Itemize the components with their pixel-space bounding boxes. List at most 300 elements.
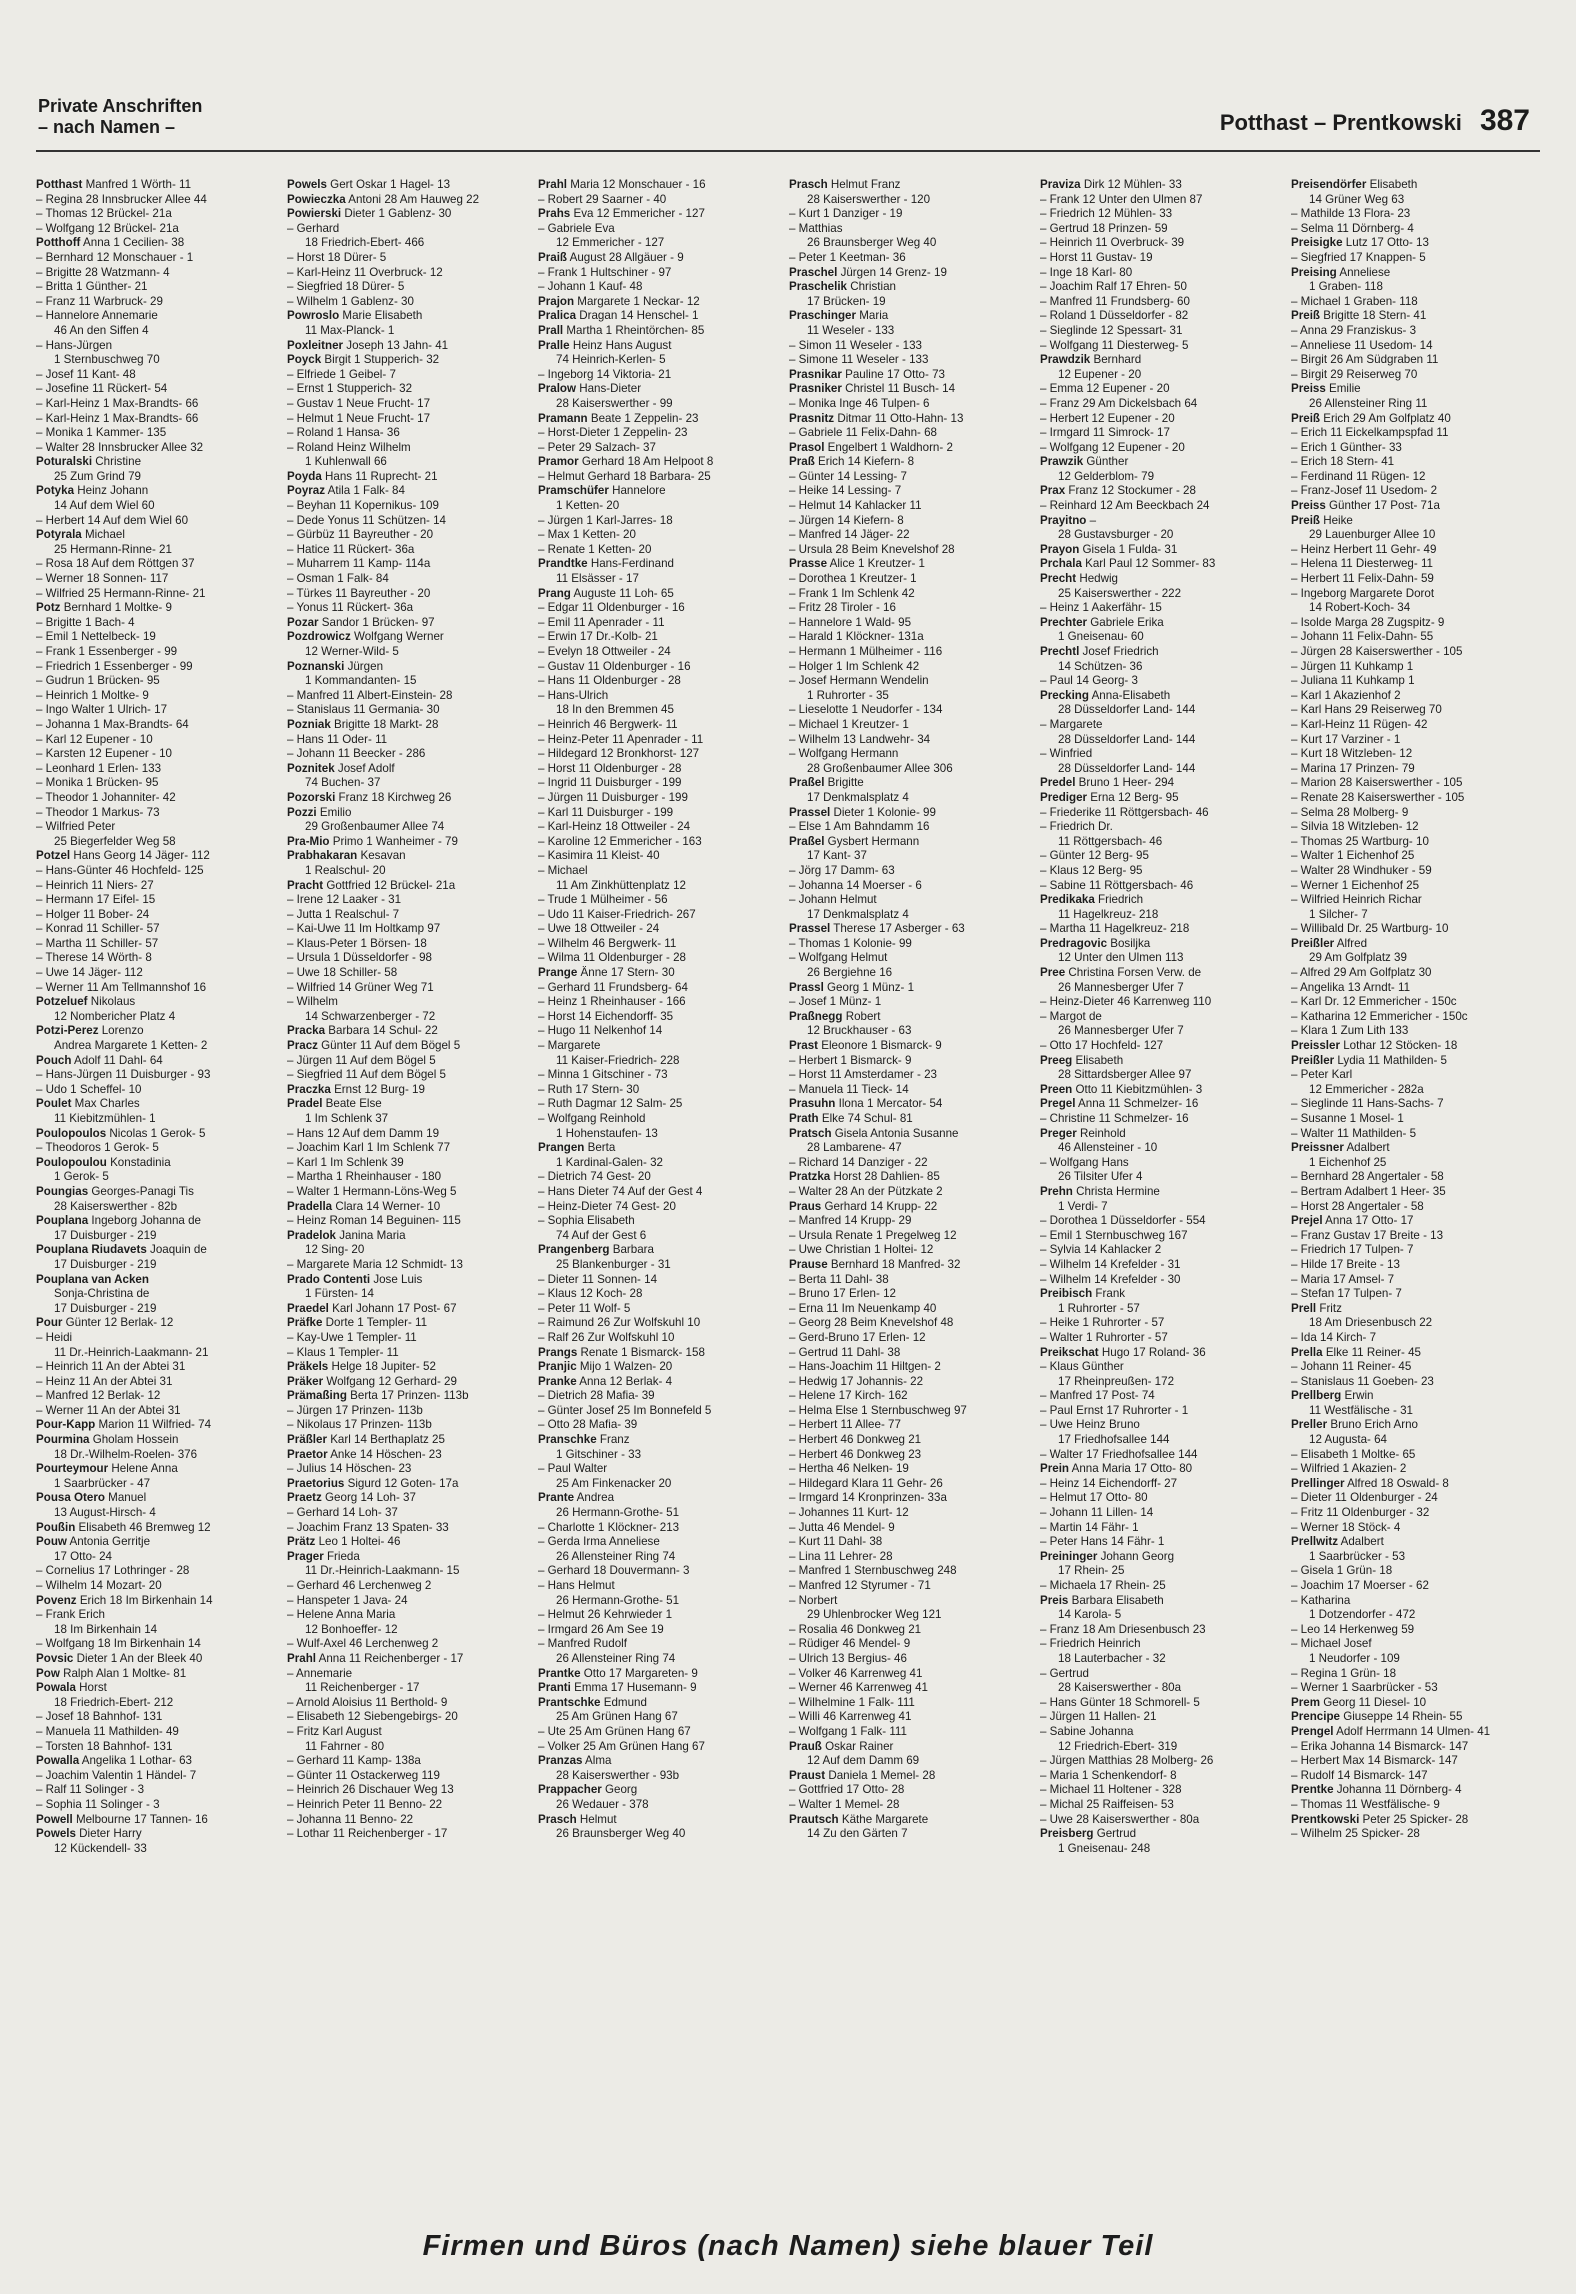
entry-details: 26 Tilsiter Ufer 4: [1058, 1170, 1143, 1184]
entry-details: – Gerhard 18 Douvermann- 3: [538, 1564, 690, 1578]
directory-entry: [1291, 1710, 1534, 1725]
entry-surname: Pree: [1040, 966, 1066, 980]
directory-entry: [36, 1506, 279, 1521]
entry-details: 74 Heinrich-Kerlen- 5: [556, 353, 666, 367]
entry-details: – Werner 18 Stöck- 4: [1291, 1520, 1401, 1534]
entry-details: – Manuela 11 Mathilden- 49: [36, 1724, 179, 1738]
entry-details: Horst 28 Dahlien- 85: [830, 1170, 940, 1184]
directory-entry: [36, 1054, 279, 1069]
entry-details: Jose Luis: [370, 1272, 423, 1286]
entry-details: – Friedrich 1 Essenberger - 99: [36, 659, 193, 673]
entry-details: 28 Kaiserswerther - 80a: [1058, 1681, 1182, 1695]
directory-entry: [1040, 484, 1283, 499]
directory-entry: [36, 645, 279, 660]
entry-surname: Prawzik: [1040, 455, 1084, 469]
directory-entry: [538, 1521, 781, 1536]
entry-details: 12 Emmericher - 127: [556, 236, 665, 250]
entry-details: – Jürgen 1 Karl-Jarres- 18: [538, 513, 673, 527]
entry-details: 12 Nombericher Platz 4: [54, 1009, 176, 1023]
entry-details: Elisabeth: [1366, 178, 1418, 191]
entry-details: – Inge 18 Karl- 80: [1040, 265, 1133, 279]
entry-details: Sandor 1 Brücken- 97: [318, 615, 435, 629]
entry-details: 12 Bruckhauser - 63: [807, 1024, 912, 1038]
directory-entry: [789, 1375, 1032, 1390]
entry-details: – Irmgard 14 Kronprinzen- 33a: [789, 1491, 947, 1505]
entry-details: Johanna 11 Dörnberg- 4: [1333, 1783, 1462, 1797]
directory-entry: [287, 1491, 530, 1506]
directory-entry: [538, 1535, 781, 1550]
directory-entry: [1040, 1331, 1283, 1346]
entry-details: Gerhard 14 Krupp- 22: [821, 1199, 938, 1213]
directory-entry: [287, 1535, 530, 1550]
entry-details: 1 Hohenstaufen- 13: [556, 1126, 658, 1140]
directory-entry: [36, 295, 279, 310]
entry-details: – Herbert 12 Eupener - 20: [1040, 411, 1175, 425]
directory-entry: [789, 1010, 1032, 1025]
entry-surname: Potyrala: [36, 528, 82, 542]
directory-entry: [538, 1798, 781, 1813]
entry-details: Josef Adolf: [334, 761, 395, 775]
entry-surname: Preen: [1040, 1082, 1073, 1096]
directory-entry: [36, 674, 279, 689]
entry-details: 1 Gerok- 5: [54, 1170, 109, 1184]
entry-details: – Karl Dr. 12 Emmericher - 150c: [1291, 995, 1457, 1009]
entry-details: – Johann 11 Lillen- 14: [1040, 1506, 1154, 1520]
entry-details: 28 Düsseldorfer Land- 144: [1058, 732, 1196, 746]
directory-entry: [789, 1550, 1032, 1565]
entry-surname: Predikaka: [1040, 893, 1095, 907]
entry-surname: Preiss: [1291, 382, 1326, 396]
directory-entry: [287, 368, 530, 383]
entry-details: – Josef Hermann Wendelin: [789, 674, 929, 688]
directory-entry: [538, 397, 781, 412]
entry-details: – Anneliese 11 Usedom- 14: [1291, 338, 1433, 352]
entry-details: Heinz Johann: [74, 484, 149, 498]
entry-details: – Johanna 11 Benno- 22: [287, 1812, 414, 1826]
directory-entry: [36, 1652, 279, 1667]
directory-entry: [1040, 820, 1283, 835]
directory-entry: [1040, 572, 1283, 587]
entry-surname: Praetz: [287, 1491, 322, 1505]
entry-details: – Helmut 14 Kahlacker 11: [789, 499, 922, 513]
directory-entry: [538, 1827, 781, 1842]
entry-surname: Poxleitner: [287, 338, 344, 352]
directory-entry: [1040, 1156, 1283, 1171]
directory-entry: [1040, 674, 1283, 689]
directory-entry: [538, 309, 781, 324]
entry-details: – Ursula 1 Düsseldorfer - 98: [287, 951, 432, 965]
entry-details: Johann Georg: [1097, 1549, 1175, 1563]
entry-details: – Elfriede 1 Geibel- 7: [287, 367, 396, 381]
directory-entry: [538, 1243, 781, 1258]
entry-details: 46 An den Siffen 4: [54, 323, 149, 337]
entry-details: – Gerhard: [287, 221, 340, 235]
directory-entry: [1291, 1346, 1534, 1361]
entry-surname: Preininger: [1040, 1549, 1098, 1563]
entry-details: – Dietrich 74 Gest- 20: [538, 1170, 651, 1184]
directory-entry: [287, 1550, 530, 1565]
entry-details: – Rosalia 46 Donkweg 21: [789, 1622, 922, 1636]
directory-entry: [789, 1214, 1032, 1229]
directory-entry: [36, 1725, 279, 1740]
directory-entry: [1040, 397, 1283, 412]
entry-surname: Prehn: [1040, 1184, 1073, 1198]
entry-details: – Dieter 11 Sonnen- 14: [538, 1272, 658, 1286]
directory-entry: [1291, 1535, 1534, 1550]
entry-details: Adalbert: [1343, 1141, 1390, 1155]
entry-surname: Praschinger: [789, 309, 857, 323]
entry-details: 26 Allensteiner Ring 74: [556, 1651, 676, 1665]
entry-details: 25 Blankenburger - 31: [556, 1257, 671, 1271]
directory-entry: [1040, 1316, 1283, 1331]
directory-entry: [36, 207, 279, 222]
entry-surname: Prandtke: [538, 557, 588, 571]
entry-details: – Hildegard 12 Bronkhorst- 127: [538, 747, 700, 761]
entry-surname: Poznitek: [287, 761, 335, 775]
directory-entry: [36, 1229, 279, 1244]
directory-entry: [538, 178, 781, 193]
entry-details: 26 Braunsberger Weg 40: [807, 236, 937, 250]
entry-surname: Pozar: [287, 615, 319, 629]
directory-entry: [287, 835, 530, 850]
directory-entry: [1291, 295, 1534, 310]
directory-entry: [538, 937, 781, 952]
entry-details: – Joachim Ralf 17 Ehren- 50: [1040, 280, 1187, 294]
directory-entry: [1291, 893, 1534, 908]
entry-details: – Berta 11 Dahl- 38: [789, 1272, 889, 1286]
directory-entry: [36, 733, 279, 748]
directory-entry: [1040, 1287, 1283, 1302]
entry-details: Dragan 14 Henschel- 1: [576, 309, 699, 323]
directory-entry: [789, 1141, 1032, 1156]
entry-details: – Michael 1 Kreutzer- 1: [789, 717, 909, 731]
entry-details: – Regina 28 Innsbrucker Allee 44: [36, 192, 207, 206]
entry-surname: Praschel: [789, 265, 838, 279]
entry-details: – Rüdiger 46 Mendel- 9: [789, 1637, 911, 1651]
entry-details: Primo 1 Wanheimer - 79: [329, 834, 458, 848]
directory-entry: [36, 1083, 279, 1098]
directory-entry: [538, 1667, 781, 1682]
entry-details: Bernhard 18 Manfred- 32: [827, 1257, 961, 1271]
entry-details: 14 Robert-Koch- 34: [1309, 601, 1411, 615]
entry-details: – Manfred 12 Styrumer - 71: [789, 1579, 931, 1592]
directory-entry: [1040, 412, 1283, 427]
directory-entry: [1040, 937, 1283, 952]
directory-entry: [1040, 1564, 1283, 1579]
entry-details: – Birgit 29 Reiserweg 70: [1291, 367, 1418, 381]
entry-details: 28 Großenbaumer Allee 306: [807, 761, 953, 775]
directory-entry: [287, 893, 530, 908]
entry-details: Georges-Panagi Tis: [88, 1184, 194, 1198]
directory-entry: [287, 937, 530, 952]
directory-entry: [1040, 309, 1283, 324]
entry-details: – Siegfried 17 Knappen- 5: [1291, 250, 1426, 264]
directory-entry: [1291, 484, 1534, 499]
entry-details: Eva 12 Emmericher - 127: [570, 207, 705, 221]
entry-details: – Cornelius 17 Lothringer - 28: [36, 1564, 190, 1578]
directory-entry: [36, 1594, 279, 1609]
directory-entry: [538, 1506, 781, 1521]
directory-entry: [538, 412, 781, 427]
entry-surname: Praedel: [287, 1301, 329, 1315]
entry-details: – Karsten 12 Eupener - 10: [36, 747, 172, 761]
directory-entry: [1291, 1740, 1534, 1755]
directory-entry: [1040, 733, 1283, 748]
entry-details: – Hans-Ulrich: [538, 688, 609, 702]
entry-surname: Präker: [287, 1374, 324, 1388]
entry-surname: Präfke: [287, 1316, 323, 1330]
entry-details: – Matthias: [789, 221, 843, 235]
directory-entry: [1040, 689, 1283, 704]
entry-details: – Uwe Christian 1 Holtei- 12: [789, 1243, 934, 1257]
entry-details: – Sabine Johanna: [1040, 1724, 1134, 1738]
directory-entry: [789, 879, 1032, 894]
entry-details: Ralph Alan 1 Moltke- 81: [59, 1666, 187, 1680]
entry-surname: Prassel: [789, 805, 831, 819]
entry-details: Mijo 1 Walzen- 20: [576, 1360, 673, 1374]
directory-entry: [1291, 703, 1534, 718]
entry-details: – Franz 11 Warbruck- 29: [36, 294, 163, 308]
entry-details: 14 Auf dem Wiel 60: [54, 499, 155, 513]
directory-entry: [287, 1156, 530, 1171]
directory-entry: [287, 1710, 530, 1725]
entry-details: – Ralf 26 Zur Wolfskuhl 10: [538, 1330, 675, 1344]
entry-surname: Precht: [1040, 572, 1077, 586]
directory-entry: [538, 1156, 781, 1171]
directory-entry: [538, 1346, 781, 1361]
entry-details: Antonia Gerritje: [66, 1535, 151, 1549]
directory-entry: [36, 1667, 279, 1682]
entry-details: Christel 11 Busch- 14: [841, 382, 956, 396]
footer-note: Firmen und Büros (nach Namen) siehe blauer Teil: [422, 2230, 1154, 2262]
entry-surname: Praviza: [1040, 178, 1081, 191]
directory-entry: [287, 412, 530, 427]
entry-details: – Margarete: [1040, 717, 1103, 731]
directory-entry: [36, 1710, 279, 1725]
directory-entry: [1040, 1273, 1283, 1288]
entry-surname: Prein: [1040, 1462, 1069, 1476]
directory-entry: [789, 1769, 1032, 1784]
directory-entry: [36, 893, 279, 908]
entry-details: Günter 12 Berlak- 12: [62, 1316, 174, 1330]
entry-details: – Otto 28 Mafia- 39: [538, 1418, 638, 1432]
entry-surname: Pozniak: [287, 717, 331, 731]
directory-entry: [1040, 1754, 1283, 1769]
entry-details: – Hannelore Annemarie: [36, 309, 158, 323]
entry-details: – Susanne 1 Mosel- 1: [1291, 1112, 1404, 1125]
directory-entry: [1291, 280, 1534, 295]
entry-details: – Udo 1 Scheffel- 10: [36, 1082, 142, 1096]
entry-details: Gertrud: [1093, 1827, 1137, 1841]
directory-entry: [538, 733, 781, 748]
directory-entry: [1040, 1010, 1283, 1025]
entry-surname: Pranti: [538, 1681, 571, 1695]
directory-entry: [287, 178, 530, 193]
directory-entry: [1040, 951, 1283, 966]
entry-surname: Prentke: [1291, 1783, 1334, 1797]
entry-details: – Bruno 17 Erlen- 12: [789, 1287, 896, 1301]
directory-entry: [1040, 893, 1283, 908]
directory-entry: [287, 616, 530, 631]
entry-details: – Monika 1 Kammer- 135: [36, 426, 167, 440]
directory-entry: [538, 1214, 781, 1229]
directory-entry: [1291, 1112, 1534, 1127]
directory-entry: [538, 1433, 781, 1448]
entry-surname: Pracht: [287, 878, 324, 892]
entry-details: Otto 17 Margareten- 9: [580, 1666, 698, 1680]
entry-details: – Ursula Renate 1 Pregelweg 12: [789, 1228, 957, 1242]
entry-details: 1 Ruhrorter - 35: [807, 688, 889, 702]
directory-entry: [287, 1783, 530, 1798]
entry-surname: Praßnegg: [789, 1009, 843, 1023]
entry-details: – Erwin 17 Dr.-Kolb- 21: [538, 630, 658, 644]
directory-entry: [538, 324, 781, 339]
directory-entry: [1040, 879, 1283, 894]
directory-entry: [1040, 1740, 1283, 1755]
directory-entry: [287, 1024, 530, 1039]
entry-details: – Kurt 11 Dahl- 38: [789, 1535, 883, 1549]
entry-surname: Pourmina: [36, 1433, 90, 1447]
entry-details: – Michaela 17 Rhein- 25: [1040, 1579, 1166, 1592]
entry-details: Nikolaus: [87, 995, 136, 1009]
entry-surname: Preiss: [1291, 499, 1326, 513]
directory-entry: [538, 1200, 781, 1215]
entry-details: – Wilfried 25 Hermann-Rinne- 21: [36, 586, 206, 600]
entry-details: – Frank 1 Im Schlenk 42: [789, 586, 915, 600]
entry-details: – Karl-Heinz 1 Max-Brandts- 66: [36, 411, 199, 425]
directory-entry: [36, 353, 279, 368]
directory-entry: [1040, 1346, 1283, 1361]
directory-entry: [1040, 353, 1283, 368]
directory-entry: [1040, 324, 1283, 339]
entry-details: 17 Denkmalsplatz 4: [807, 907, 909, 921]
directory-entry: [36, 1316, 279, 1331]
directory-entry: [1040, 1185, 1283, 1200]
entry-details: – Alfred 29 Am Golfplatz 30: [1291, 966, 1432, 980]
entry-details: – Heinz-Dieter 74 Gest- 20: [538, 1199, 676, 1213]
entry-details: – Kurt 1 Danziger - 19: [789, 207, 903, 221]
directory-entry: [287, 1477, 530, 1492]
entry-surname: Prell: [1291, 1301, 1317, 1315]
entry-details: – Wilfried Peter: [36, 820, 116, 834]
entry-details: – Nikolaus 17 Prinzen- 113b: [287, 1418, 432, 1432]
entry-details: – Wolfgang 12 Eupener - 20: [1040, 440, 1185, 454]
directory-entry: [287, 1448, 530, 1463]
entry-details: Elke 74 Schul- 81: [818, 1112, 913, 1125]
directory-column: [789, 178, 1040, 2148]
entry-details: Karl Johann 17 Post- 67: [328, 1301, 457, 1315]
directory-entry: [287, 1112, 530, 1127]
directory-entry: [538, 762, 781, 777]
entry-details: – Sylvia 14 Kahlacker 2: [1040, 1243, 1162, 1257]
directory-entry: [538, 528, 781, 543]
directory-entry: [36, 1375, 279, 1390]
directory-entry: [36, 864, 279, 879]
entry-surname: Prassl: [789, 980, 824, 994]
entry-details: Alfred 18 Oswald- 8: [1344, 1476, 1449, 1490]
directory-entry: [287, 382, 530, 397]
directory-entry: [1040, 1302, 1283, 1317]
page-number: 387: [1479, 104, 1530, 137]
directory-entry: [287, 1141, 530, 1156]
directory-entry: [538, 484, 781, 499]
directory-entry: [287, 791, 530, 806]
entry-details: – Wolfgang 11 Diesterweg- 5: [1040, 338, 1189, 352]
directory-entry: [36, 1579, 279, 1594]
entry-details: – Emil 1 Nettelbeck- 19: [36, 630, 156, 644]
entry-details: Erich 18 Im Birkenhain 14: [76, 1593, 213, 1607]
directory-entry: [36, 1448, 279, 1463]
directory-entry: [1291, 1783, 1534, 1798]
entry-surname: Pour: [36, 1316, 63, 1330]
directory-entry: [789, 1696, 1032, 1711]
directory-entry: [1040, 981, 1283, 996]
directory-entry: [1040, 1798, 1283, 1813]
directory-entry: [36, 1331, 279, 1346]
directory-entry: [287, 995, 530, 1010]
directory-entry: [789, 1200, 1032, 1215]
directory-entry: [1040, 1418, 1283, 1433]
directory-entry: [1291, 1054, 1534, 1069]
directory-entry: [1040, 835, 1283, 850]
entry-surname: Pouch: [36, 1053, 72, 1067]
directory-entry: [538, 1258, 781, 1273]
entry-details: – Brigitte 1 Bach- 4: [36, 615, 135, 629]
entry-details: – Torsten 18 Bahnhof- 131: [36, 1739, 173, 1753]
directory-entry: [287, 820, 530, 835]
directory-entry: [538, 1608, 781, 1623]
entry-details: – Marion 28 Kaiserswerther - 105: [1291, 776, 1463, 790]
entry-details: – Theodor 1 Johanniter- 42: [36, 790, 176, 804]
directory-entry: [1291, 630, 1534, 645]
entry-surname: Prellberg: [1291, 1389, 1342, 1403]
entry-details: – Peter Karl: [1291, 1068, 1353, 1082]
directory-entry: [789, 1389, 1032, 1404]
directory-entry: [1291, 353, 1534, 368]
directory-entry: [538, 951, 781, 966]
directory-entry: [1291, 820, 1534, 835]
directory-entry: [789, 1418, 1032, 1433]
directory-entry: [1040, 1506, 1283, 1521]
entry-details: – Uwe 18 Ottweiler - 24: [538, 922, 660, 936]
directory-entry: [1040, 207, 1283, 222]
entry-details: Gholam Hossein: [89, 1433, 179, 1447]
directory-entry: [1291, 178, 1534, 193]
entry-surname: Pousa Otero: [36, 1491, 105, 1505]
directory-entry: [287, 1083, 530, 1098]
directory-entry: [789, 1448, 1032, 1463]
directory-entry: [36, 543, 279, 558]
entry-details: – Erich 1 Günther- 33: [1291, 440, 1402, 454]
directory-entry: [287, 879, 530, 894]
entry-details: Brigitte 18 Markt- 28: [330, 717, 439, 731]
directory-entry: [789, 849, 1032, 864]
directory-entry: [1040, 1769, 1283, 1784]
entry-details: – Karl 11 Duisburger - 199: [538, 805, 674, 819]
entry-surname: Prellwitz: [1291, 1535, 1339, 1549]
directory-entry: [789, 236, 1032, 251]
entry-details: – Willi 46 Karrenweg 41: [789, 1710, 912, 1724]
entry-details: Gottfried 12 Brückel- 21a: [323, 878, 456, 892]
entry-details: Anna 17 Otto- 17: [1322, 1214, 1414, 1228]
directory-entry: [36, 251, 279, 266]
entry-details: – Klaus-Peter 1 Börsen- 18: [287, 936, 427, 950]
entry-details: – Friedrich Dr.: [1040, 820, 1113, 834]
entry-surname: Poungias: [36, 1184, 89, 1198]
entry-details: – Margarete: [538, 1039, 601, 1053]
directory-entry: [1291, 470, 1534, 485]
entry-surname: Prantke: [538, 1666, 581, 1680]
